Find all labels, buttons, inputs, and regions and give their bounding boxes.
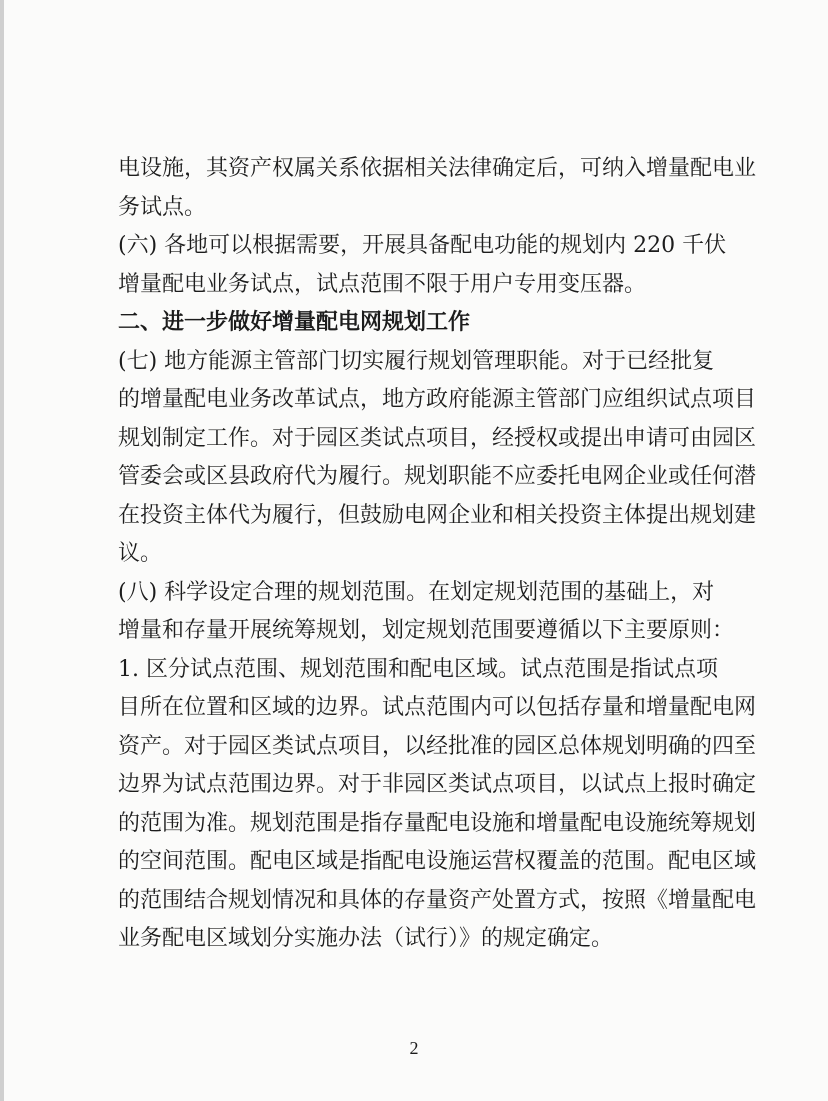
body-line: 的范围为准。规划范围是指存量配电设施和增量配电设施统筹规划 bbox=[118, 810, 757, 836]
body-line: (七) 地方能源主管部门切实履行规划管理职能。对于已经批复 bbox=[118, 348, 715, 374]
body-line: 增量和存量开展统筹规划，划定规划范围要遵循以下主要原则： bbox=[118, 618, 735, 643]
body-line: (六) 各地可以根据需要，开展具备配电功能的规划内 220 千伏 bbox=[118, 233, 727, 258]
body-line: 业务配电区域划分实施办法（试行）》的规定确定。 bbox=[118, 926, 614, 951]
body-line: 的范围结合规划情况和具体的存量资产处置方式，按照《增量配电 bbox=[118, 887, 757, 913]
body-line: 资产。对于园区类试点项目，以经批准的园区总体规划明确的四至 bbox=[118, 733, 757, 759]
document-body bbox=[118, 150, 757, 959]
body-line: 的空间范围。配电区域是指配电设施运营权覆盖的范围。配电区域 bbox=[118, 849, 757, 874]
body-line: 的增量配电业务改革试点，地方政府能源主管部门应组织试点项目 bbox=[118, 387, 757, 412]
body-line: 目所在位置和区域的边界。试点范围内可以包括存量和增量配电网 bbox=[118, 695, 757, 720]
body-line: 1. 区分试点范围、规划范围和配电区域。试点范围是指试点项 bbox=[118, 656, 718, 682]
page-edge bbox=[0, 0, 4, 1101]
body-line: 电设施，其资产权属关系依据相关法律确定后，可纳入增量配电业 bbox=[118, 156, 757, 181]
body-line: 管委会或区县政府代为履行。规划职能不应委托电网企业或任何潜 bbox=[118, 464, 757, 489]
body-line: 议。 bbox=[118, 541, 163, 566]
body-line: 在投资主体代为履行，但鼓励电网企业和相关投资主体提出规划建 bbox=[118, 502, 757, 528]
page-number: 2 bbox=[409, 1038, 419, 1058]
body-line: 增量配电业务试点，试点范围不限于用户专用变压器。 bbox=[118, 271, 647, 297]
body-line: 边界为试点范围边界。对于非园区类试点项目，以试点上报时确定 bbox=[118, 772, 757, 797]
body-line: 规划制定工作。对于园区类试点项目，经授权或提出申请可由园区 bbox=[118, 425, 757, 451]
section-heading: 二、进一步做好增量配电网规划工作 bbox=[118, 310, 471, 335]
body-line: 务试点。 bbox=[118, 194, 207, 220]
body-line: (八) 科学设定合理的规划范围。在划定规划范围的基础上，对 bbox=[118, 579, 715, 605]
